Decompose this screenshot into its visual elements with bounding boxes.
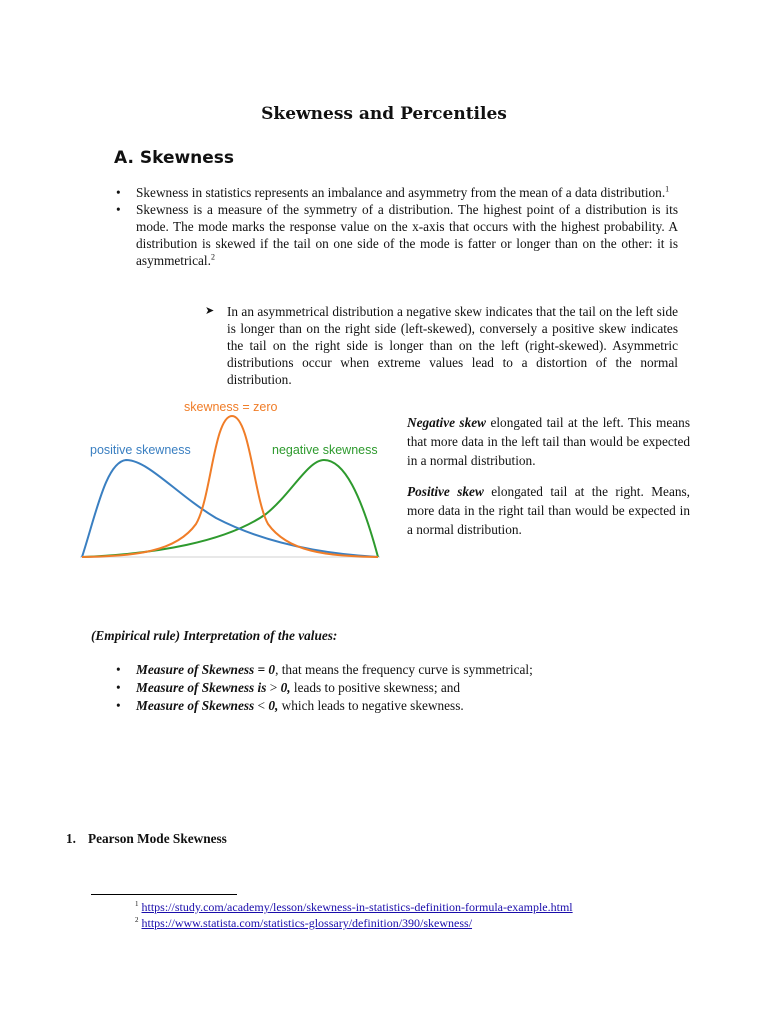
- footnote-link[interactable]: https://study.com/academy/lesson/skewness-in-statistics-definition-formula-example.html: [141, 900, 573, 914]
- bullet-item: • Skewness is a measure of the symmetry of a distribution. The highest point of a distribution is its mode. The mode marks the response value on the x-axis that occurs with the highest probability. A distribution is skewed if the tail on one side of the mode is fatter or longer than on the other: it is asymmetrical.$^2$: [114, 201, 678, 269]
- rule-item: • Measure of Skewness < 0, which leads to negative skewness.: [114, 697, 533, 715]
- footnote-item: $^2$ https://www.statista.com/statistics-glossary/definition/390/skewness/: [135, 916, 473, 930]
- heading-number: 1.: [66, 831, 76, 846]
- rule-item: • Measure of Skewness is > 0, leads to positive skewness; and: [114, 679, 533, 697]
- positive-skew-paragraph: Positive skew elongated tail at the right. Means, more data in the right tail than would be expected in a normal distribution.: [407, 484, 691, 537]
- rule-item: • Measure of Skewness = 0, that means the frequency curve is symmetrical;: [114, 661, 533, 679]
- positive-skew-term: Positive skew: [407, 484, 484, 499]
- heading-label: Pearson Mode Skewness: [87, 831, 227, 846]
- footnote-ref[interactable]: 1: [665, 184, 670, 194]
- numbered-heading: [66, 831, 227, 847]
- arrow-paragraph: ➤ In an asymmetrical distribution a negative skew indicates that the tail on the left side is longer than on the right side (left-skewed), conversely a positive skew indicates the tail on the right side is longer than on the left (right-skewed). Asymmetric distributions occur when extreme values lead to a distortion of the normal distribution.: [205, 304, 678, 387]
- footnote-item: $^1$ https://study.com/academy/lesson/skewness-in-statistics-definition-formula-example.html: [135, 900, 573, 914]
- figure-background: [76, 394, 384, 564]
- zero-skew-label: skewness = zero: [184, 400, 278, 414]
- arrow-bullet-icon: ➤: [205, 305, 215, 317]
- negative-skew-term: Negative skew: [407, 415, 487, 430]
- skewness-bullet-list: [114, 184, 678, 269]
- empirical-rule-heading: (Empirical rule) Interpretation of the values:: [91, 628, 338, 643]
- page-title: Skewness and Percentiles: [261, 104, 507, 124]
- interpretation-list: [114, 661, 533, 715]
- section-heading: A. Skewness: [114, 148, 235, 168]
- positive-skew-label: positive skewness: [90, 443, 191, 457]
- footnote-divider: [91, 894, 237, 895]
- footnote-link[interactable]: https://www.statista.com/statistics-glossary/definition/390/skewness/: [141, 916, 473, 930]
- negative-skew-label: negative skewness: [272, 443, 378, 457]
- skewness-figure: [76, 394, 384, 564]
- negative-skew-paragraph: Negative skew elongated tail at the left. This means that more data in the left tail than would be expected in a normal distribution.: [407, 415, 690, 468]
- footnotes: [135, 899, 573, 931]
- bullet-item: • Skewness in statistics represents an imbalance and asymmetry from the mean of a data distribution.$^1$: [114, 184, 678, 201]
- footnote-ref[interactable]: 2: [210, 252, 215, 262]
